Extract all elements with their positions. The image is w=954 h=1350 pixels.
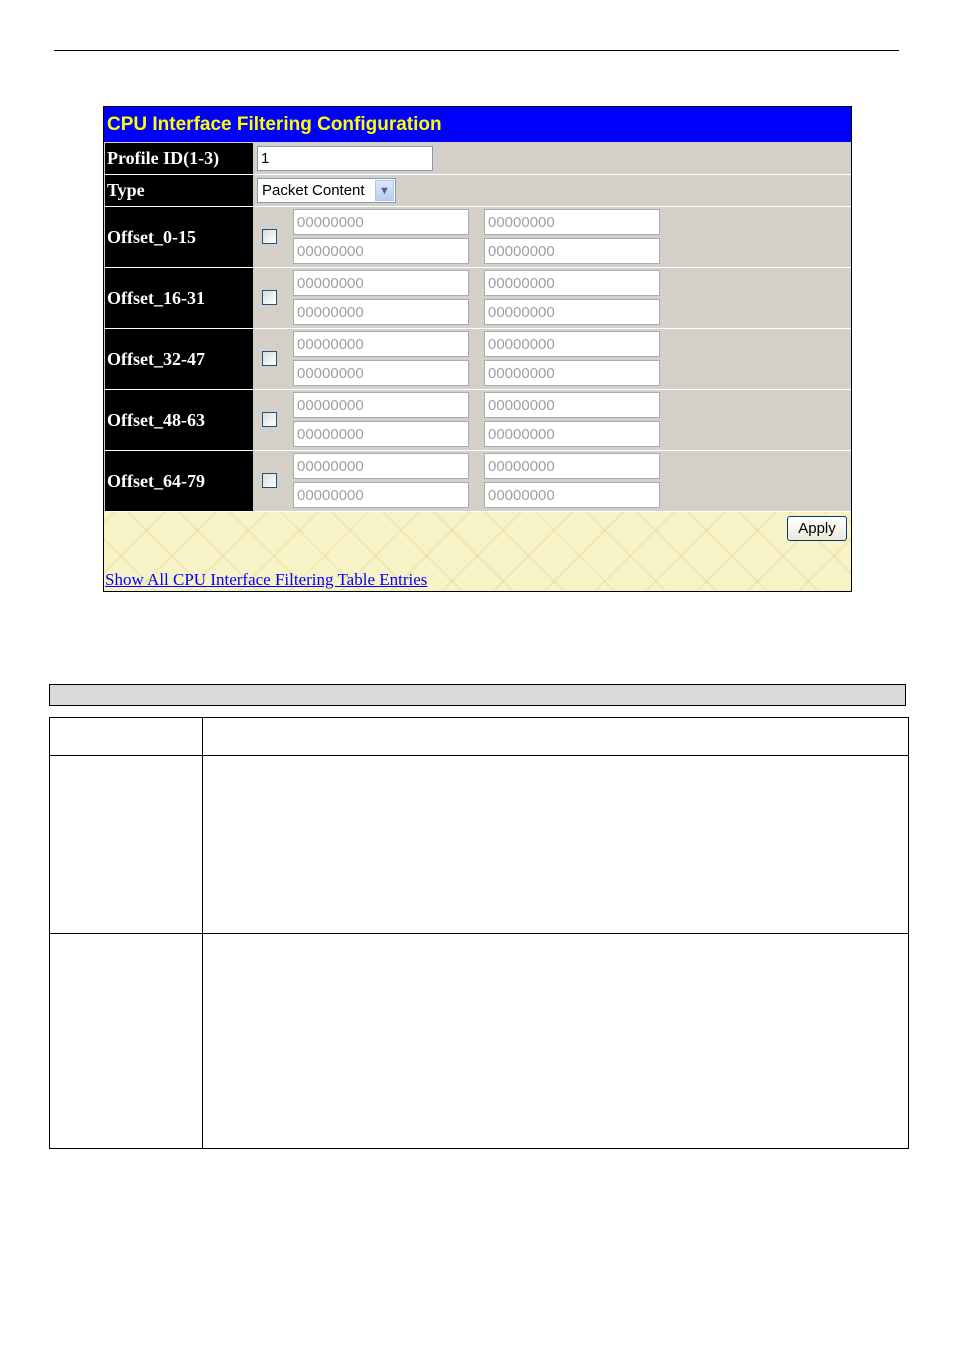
panel-title: CPU Interface Filtering Configuration [104, 107, 851, 142]
offset-field[interactable]: 00000000 [293, 421, 469, 447]
offset-row [104, 329, 851, 389]
panel-footer [104, 512, 851, 591]
offset-label: Offset_48-63 [105, 390, 253, 450]
offset-label: Offset_0-15 [105, 207, 253, 267]
description-table-row-divider [50, 933, 908, 934]
offset-field[interactable]: 00000000 [484, 360, 660, 386]
offset-field[interactable]: 00000000 [484, 209, 660, 235]
profile-id-label: Profile ID(1-3) [105, 143, 253, 174]
offset-field[interactable]: 00000000 [484, 331, 660, 357]
type-label: Type [105, 175, 253, 206]
offset-field[interactable]: 00000000 [293, 453, 469, 479]
type-row [104, 175, 851, 206]
apply-button[interactable]: Apply [787, 516, 847, 541]
offset-row [104, 451, 851, 511]
offset-row [104, 390, 851, 450]
show-all-entries-link[interactable]: Show All CPU Interface Filtering Table Entries [105, 570, 428, 589]
offset-field[interactable]: 00000000 [484, 299, 660, 325]
offset-field[interactable]: 00000000 [293, 331, 469, 357]
offset-field[interactable]: 00000000 [484, 482, 660, 508]
offset-row [104, 268, 851, 328]
type-select[interactable] [257, 178, 396, 203]
offset-checkbox[interactable] [262, 412, 277, 427]
type-select-value: Packet Content [262, 182, 365, 199]
description-table [49, 717, 909, 1149]
offset-field[interactable]: 00000000 [484, 270, 660, 296]
offset-label: Offset_16-31 [105, 268, 253, 328]
offset-field[interactable]: 00000000 [293, 209, 469, 235]
offset-checkbox[interactable] [262, 473, 277, 488]
offset-row [104, 207, 851, 267]
offset-field[interactable]: 00000000 [484, 453, 660, 479]
cpu-interface-filtering-panel [103, 106, 852, 592]
offset-checkbox[interactable] [262, 290, 277, 305]
description-table-row-divider [50, 755, 908, 756]
profile-id-input[interactable]: 1 [257, 146, 433, 171]
offset-field[interactable]: 00000000 [484, 421, 660, 447]
description-table-header-bar [49, 684, 906, 706]
offset-field[interactable]: 00000000 [293, 482, 469, 508]
offset-field[interactable]: 00000000 [484, 392, 660, 418]
offset-field[interactable]: 00000000 [293, 392, 469, 418]
profile-id-row [104, 143, 851, 174]
page-top-rule [54, 50, 899, 51]
offset-field[interactable]: 00000000 [484, 238, 660, 264]
offset-field[interactable]: 00000000 [293, 360, 469, 386]
offset-checkbox[interactable] [262, 351, 277, 366]
offset-field[interactable]: 00000000 [293, 270, 469, 296]
offset-label: Offset_64-79 [105, 451, 253, 511]
offset-field[interactable]: 00000000 [293, 238, 469, 264]
offset-checkbox[interactable] [262, 229, 277, 244]
offset-field[interactable]: 00000000 [293, 299, 469, 325]
chevron-down-icon[interactable]: ▼ [375, 180, 394, 201]
offset-label: Offset_32-47 [105, 329, 253, 389]
